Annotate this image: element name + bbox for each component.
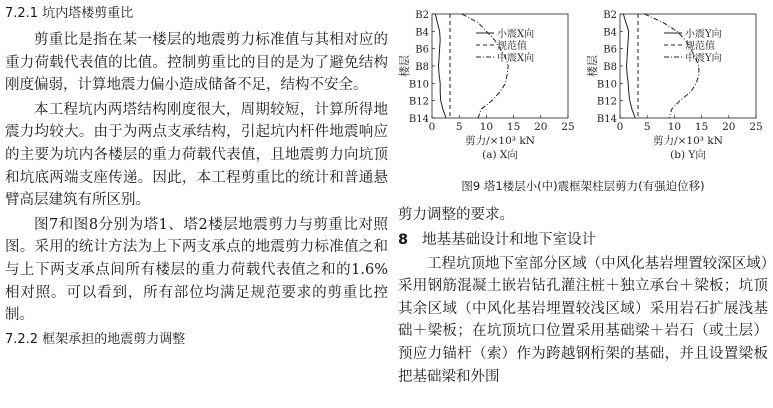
- x-axis-label: 剪力/×10³ kN: [465, 135, 535, 147]
- y-tick-label: B10: [408, 79, 429, 91]
- y-tick-label: B4: [603, 27, 617, 39]
- series-line-0: [435, 14, 446, 118]
- y-tick-label: B12: [408, 96, 429, 108]
- paragraph-figure-comparison: 图7和图8分别为塔1、塔2楼层地震剪力与剪重比对照图。采用的统计方法为上下两支承点的地震剪力标准值之和与上下两支承点间所有楼层的重力荷载代表值之和的1.6%相对照。可以看到，所有部位均满足规范要求的剪重比控制。: [5, 216, 388, 324]
- x-tick-label: 0: [428, 121, 436, 133]
- subfigure-caption: (b) Y向: [670, 149, 706, 161]
- y-tick-label: B8: [603, 62, 617, 73]
- x-axis-label: 剪力/×10³ kN: [653, 135, 723, 147]
- x-tick-label: 25: [749, 121, 763, 133]
- x-tick-label: 25: [561, 121, 575, 133]
- section-number: 8: [398, 231, 409, 248]
- chart-y-direction: [586, 4, 771, 174]
- y-tick-label: B6: [603, 44, 617, 56]
- left-column: [5, 0, 388, 350]
- y-tick-label: B6: [415, 44, 429, 56]
- y-tick-label: B4: [415, 27, 429, 39]
- section-title: 地基基础设计和地下室设计: [422, 231, 597, 248]
- y-tick-label: B14: [596, 114, 617, 125]
- y-tick-label: B12: [596, 96, 617, 108]
- chart-x-direction: [398, 4, 583, 174]
- legend-label: 规范值: [497, 41, 527, 52]
- figure-caption: 图9 塔1楼层小(中)震框架柱层剪力(有强迫位移): [461, 179, 705, 193]
- x-tick-label: 15: [506, 121, 521, 133]
- x-tick-label: 20: [534, 121, 548, 133]
- figure-9: [398, 0, 768, 192]
- y-axis-label: 楼层: [398, 55, 411, 77]
- legend-label: 中震Y向: [685, 53, 722, 64]
- y-tick-label: B10: [596, 79, 617, 91]
- paragraph-continuation: 剪力调整的要求。: [398, 207, 514, 223]
- y-tick-label: B14: [408, 114, 429, 125]
- section-heading-8: [398, 229, 768, 251]
- subfigure-caption: (a) X向: [482, 149, 518, 161]
- y-axis-label: 楼层: [586, 55, 599, 77]
- legend-label: 小震X向: [497, 29, 535, 40]
- x-tick-label: 5: [643, 121, 651, 133]
- x-tick-label: 10: [667, 121, 682, 133]
- y-tick-label: B8: [415, 62, 429, 73]
- x-tick-label: 20: [722, 121, 736, 133]
- paragraph-shear-weight-ratio-definition: 剪重比是指在某一楼层的地震剪力标准值与其相对应的重力荷载代表值的比值。控制剪重比的目的是为了避免结构刚度偏弱，计算地震力偏小造成储备不足，结构不安全。: [5, 32, 388, 94]
- y-tick-label: B2: [415, 10, 429, 21]
- legend-label: 规范值: [685, 41, 715, 52]
- right-column: [398, 0, 768, 388]
- section-heading-7-2-2: 7.2.2 框架承担的地震剪力调整: [5, 331, 186, 347]
- legend-label: 小震Y向: [685, 29, 722, 40]
- section-heading-7-2-1: 7.2.1 坑内塔楼剪重比: [5, 6, 134, 21]
- x-tick-label: 5: [455, 121, 463, 133]
- x-tick-label: 0: [616, 121, 624, 133]
- x-tick-label: 10: [479, 121, 494, 133]
- paragraph-project-stiffness: 本工程坑内两塔结构刚度很大，周期较短，计算所得地震力均较大。由于为两点支承结构，引起坑内杆件地震响应的主要为坑内各楼层的重力荷载代表值，且地震剪力向坑顶和坑底两端支座传递。因此，本工程剪重比的统计和普通悬臂高层建筑有所区别。: [5, 101, 388, 209]
- y-tick-label: B2: [603, 10, 617, 21]
- x-tick-label: 15: [694, 121, 709, 133]
- series-line-0: [623, 14, 635, 118]
- legend-label: 中震X向: [497, 53, 535, 64]
- paragraph-foundation-design: 工程坑顶地下室部分区域（中风化基岩埋置较深区域）采用钢筋混凝土嵌岩钻孔灌注桩＋独立承台＋梁板；坑顶其余区域（中风化基岩埋置较浅区域）采用岩石扩展浅基础＋梁板；在坑顶坑口位置采用基础梁＋岩石（或土层）预应力锚杆（索）作为跨越钢桁架的基础，并且设置梁板把基础梁和外围: [398, 255, 768, 385]
